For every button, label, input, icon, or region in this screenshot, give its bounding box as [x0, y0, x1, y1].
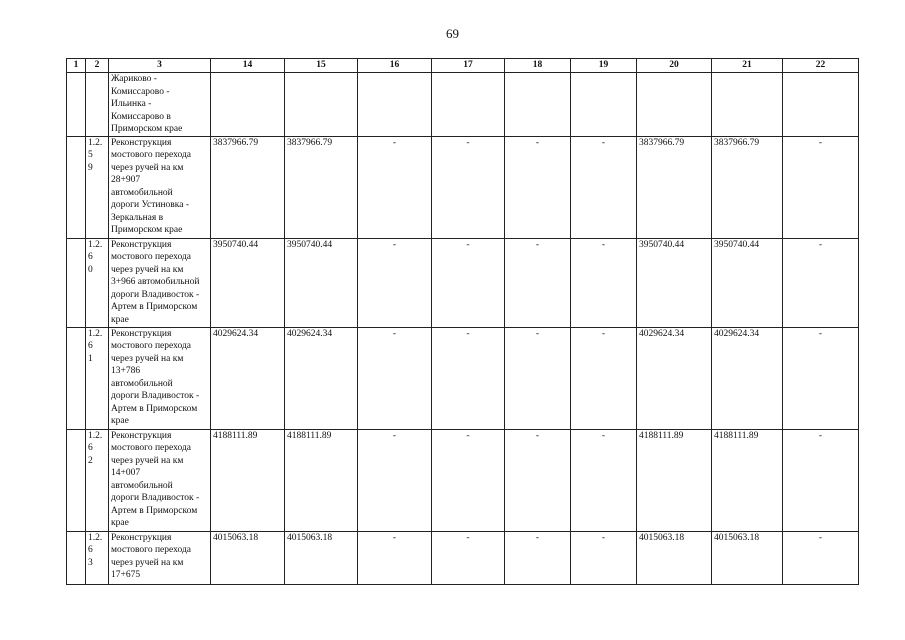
budget-table [66, 58, 859, 585]
header-cell-15: 15 [285, 59, 358, 73]
header-row [67, 59, 859, 73]
row-col19: - [571, 238, 637, 327]
row-col1 [67, 327, 86, 429]
table-row [67, 136, 859, 238]
row-col20: 4188111.89 [637, 429, 712, 531]
row-col15: 4015063.18 [285, 531, 358, 584]
row-col18: - [505, 429, 571, 531]
row-code: 1.2.6 0 [86, 238, 109, 327]
row-code: 1.2.6 2 [86, 429, 109, 531]
row-col17: - [432, 136, 505, 238]
row-col16: - [358, 531, 432, 584]
row-col15: 3950740.44 [285, 238, 358, 327]
row-col16: - [358, 429, 432, 531]
row-col16: - [358, 238, 432, 327]
header-cell-2: 2 [86, 59, 109, 73]
row-col16 [358, 73, 432, 137]
row-col14: 3950740.44 [211, 238, 285, 327]
row-description: Реконструкция мостового перехода через ручей на км 28+907 автомобильной дороги Устиновка - Зеркальная в Приморском крае [109, 136, 211, 238]
row-col20: 4015063.18 [637, 531, 712, 584]
header-cell-17: 17 [432, 59, 505, 73]
row-col17 [432, 73, 505, 137]
row-col18: - [505, 238, 571, 327]
row-col21: 3950740.44 [712, 238, 783, 327]
row-col21: 4015063.18 [712, 531, 783, 584]
row-col22: - [783, 136, 859, 238]
row-col17: - [432, 238, 505, 327]
row-col16: - [358, 136, 432, 238]
row-description: Жариково - Комиссарово - Ильинка - Комиссарово в Приморском крае [109, 73, 211, 137]
header-cell-21: 21 [712, 59, 783, 73]
row-col19: - [571, 531, 637, 584]
row-col14: 4015063.18 [211, 531, 285, 584]
table-row [67, 238, 859, 327]
header-cell-1: 1 [67, 59, 86, 73]
row-code: 1.2.6 3 [86, 531, 109, 584]
row-col19 [571, 73, 637, 137]
row-col1 [67, 238, 86, 327]
row-col1 [67, 136, 86, 238]
row-code: 1.2.5 9 [86, 136, 109, 238]
row-col1 [67, 531, 86, 584]
row-description: Реконструкция мостового перехода через ручей на км 13+786 автомобильной дороги Владивосток - Артем в Приморском крае [109, 327, 211, 429]
row-col15: 3837966.79 [285, 136, 358, 238]
header-cell-14: 14 [211, 59, 285, 73]
row-col19: - [571, 327, 637, 429]
row-col15: 4029624.34 [285, 327, 358, 429]
row-col1 [67, 73, 86, 137]
table-row [67, 429, 859, 531]
row-col17: - [432, 429, 505, 531]
table-row [67, 73, 859, 137]
row-description: Реконструкция мостового перехода через ручей на км 17+675 [109, 531, 211, 584]
row-col19: - [571, 429, 637, 531]
row-col22 [783, 73, 859, 137]
row-col17: - [432, 531, 505, 584]
header-cell-22: 22 [783, 59, 859, 73]
row-col16: - [358, 327, 432, 429]
row-col22: - [783, 327, 859, 429]
row-col17: - [432, 327, 505, 429]
row-code: 1.2.6 1 [86, 327, 109, 429]
row-col15 [285, 73, 358, 137]
header-cell-16: 16 [358, 59, 432, 73]
row-col20: 3837966.79 [637, 136, 712, 238]
table-row [67, 531, 859, 584]
row-col21: 4029624.34 [712, 327, 783, 429]
row-col20 [637, 73, 712, 137]
table-row [67, 327, 859, 429]
row-col18 [505, 73, 571, 137]
page-number: 69 [446, 26, 459, 41]
row-col15: 4188111.89 [285, 429, 358, 531]
row-col14 [211, 73, 285, 137]
row-code [86, 73, 109, 137]
row-col20: 4029624.34 [637, 327, 712, 429]
row-col14: 4188111.89 [211, 429, 285, 531]
header-cell-20: 20 [637, 59, 712, 73]
row-col1 [67, 429, 86, 531]
row-col14: 3837966.79 [211, 136, 285, 238]
row-col18: - [505, 327, 571, 429]
row-col14: 4029624.34 [211, 327, 285, 429]
row-col20: 3950740.44 [637, 238, 712, 327]
row-col21: 3837966.79 [712, 136, 783, 238]
row-col18: - [505, 136, 571, 238]
row-col19: - [571, 136, 637, 238]
row-col22: - [783, 238, 859, 327]
row-col21 [712, 73, 783, 137]
header-cell-19: 19 [571, 59, 637, 73]
row-col22: - [783, 531, 859, 584]
row-col21: 4188111.89 [712, 429, 783, 531]
header-cell-3: 3 [109, 59, 211, 73]
row-col22: - [783, 429, 859, 531]
header-cell-18: 18 [505, 59, 571, 73]
row-col18: - [505, 531, 571, 584]
row-description: Реконструкция мостового перехода через ручей на км 14+007 автомобильной дороги Владивосток - Артем в Приморском крае [109, 429, 211, 531]
row-description: Реконструкция мостового перехода через ручей на км 3+966 автомобильной дороги Владивосток - Артем в Приморском крае [109, 238, 211, 327]
